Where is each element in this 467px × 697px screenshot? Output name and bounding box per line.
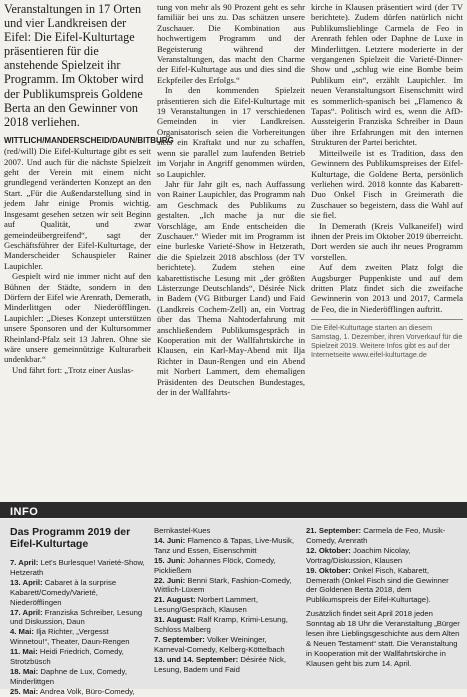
article-paragraph: In den kommenden Spielzeit präsentieren sich die Eifel-Kulturtage mit 19 Veranstaltungen in 17 verschiedenen Gemeinden in vier Landkreisen. Organisatorisch seien die Vorbereitungen stets ein Kraftakt und nur zu schaffen, wenn sie parallel zum laufenden Betrieb im Vorjahr in Angriff genommen würden, so Laupichler. [157,85,305,179]
program-list-3 [306,526,460,605]
program-entry [154,536,297,556]
article-text: (red/will) Die Eifel-Kulturtage gibt es seit 2007. Und auch für die nächste Spielzeit geht der Verein mit einem nicht grundlegend veränderten Konzept an den Start. „Für die Außendarstellung sind in jedem Jahr einige Promis wichtig. Insgesamt gesehen setzen wir seit Beginn auf Qualität, und zwar gemeindeübergreifend“, sagt der Geschäftsführer der Eifel-Kulturtage, der Manderscheider Schauspieler Rainer Laupichler. [4,146,151,271]
program-note: Zusätzlich findet seit April 2018 jeden Sonntag ab 18 Uhr die Veranstaltung „Bürger lesen ihre Lieblingsgeschichte aus dem Alten & Neuen Testament“ statt. Die Veranstaltung in Kooperation mit der Wallfahrtskirche in Klausen geht bis zum 14. April. [306,609,460,668]
info-caption: Die Eifel-Kulturtage starten an diesem Samstag, 1. Dezember, ihren Vorverkauf für die Spielzeit 2019. Weitere Infos gibt es auf der Internetseite www.eifel-kulturtage.de [311,319,463,359]
program-entry-text: Ralf Kramp, Krimi-Lesung, Schloss Malberg [154,615,288,635]
article-lead: Veranstaltungen in 17 Orten und vier Landkreisen der Eifel: Die Eifel-Kulturtage präsentieren für die anstehende Spielzeit ihr Programm. Im Oktober wird der Publikumspreis Goldene Berta an den Gewinner von 2018 verliehen. [4,2,144,129]
program-entry [10,627,145,647]
program-entry-date: 4. Mai: [10,627,34,637]
program-entry-text: Flamenco & Tapas, Live-Musik, Tanz und Essen, Eisenschmitt [154,535,294,555]
program-entry [10,558,145,578]
program-entry-date: 19. Oktober: [306,565,351,575]
article-paragraph: tung von mehr als 90 Prozent geht es sehr familiär bei uns zu. Das schätzen unsere Zuschauer. Die Kombination aus hochwertigem Programm und der Begeisterung während der Veranstaltungen, das macht den Charme der Eifel-Kulturtage aus und dies sind die Eckpfeiler des Erfolgs.“ [157,2,305,85]
program-entry-date: 11. Mai: [10,647,38,657]
program-entry [10,608,145,628]
article-column-1 [4,2,174,375]
program-entry [306,546,460,566]
program-entry [306,566,460,606]
program-entry-date: 7. April: [10,558,39,567]
program-column-1 [10,526,145,697]
article-paragraph: Auf dem zweiten Platz folgt die Augsburger Puppenkiste und auf dem dritten Platz findet sich die zweifache Gewinnerin von 2013 und 2017, Carmela de Feo, die in Niederöfflingen auftritt. [311,262,463,314]
program-entry [154,556,297,576]
article-column-3 [311,2,463,359]
program-entry [154,655,297,675]
program-entry-date: 15. Juni: [154,555,186,565]
program-entry-date: 17. April: [10,607,43,617]
program-entry-date: 14. Juni: [154,535,186,545]
program-entry-text: Joachim Nicolay, Vortrag/Diskussion, Klausen [306,545,411,565]
program-title: Das Programm 2019 der Eifel-Kulturtage [10,526,131,550]
article-column-2 [157,2,305,397]
program-entry [154,576,297,596]
program-entry-text: Heidi Friedrich, Comedy, Strotzbüsch [10,647,124,667]
program-entry [154,595,297,615]
program-entry-text: Andrea Volk, Büro-Comedy, [39,686,135,696]
program-entry: Bernkastel-Kues [154,526,211,535]
article-paragraph: In Demerath (Kreis Vulkaneifel) wird ihnen der Preis im Oktober 2019 überreicht. Dort werden sie auch ihr neues Programm vorstellen. [311,220,463,262]
program-entry-text: Norbert Lammert, Lesung/Gespräch, Klausen [154,595,258,615]
info-label: INFO [10,506,39,518]
program-entry-date: 22. Juni: [154,575,186,585]
program-entry-date: 13. und 14. September: [154,654,239,664]
program-entry [10,687,145,697]
program-entry [10,647,145,667]
program-entry-date: 18. Mai: [10,666,39,676]
article-paragraph [4,135,174,271]
program-entry-date: 31. August: [154,615,196,625]
program-entry-text: Cabaret à la surprise Kabarett/Comedy/Varieté, Niederöfflingen [10,577,117,607]
program-entry-date: 21. August: [154,595,196,605]
program-entry-text: Carmela de Feo, Musik-Comedy, Arenrath [306,526,446,545]
program-entry-text: Ilja Richter, „Vergesst Winnetou!“, Theater, Daun-Rengen [10,627,130,647]
program-column-3 [306,526,460,669]
program-entry-text: Volker Weininger, Karneval-Comedy, Kelberg-Köttelbach [154,634,285,654]
article-paragraph: kirche in Klausen präsentiert wird (der TV berichtete). Zudem dürfen natürlich nicht Publikumslieblinge Carmela de Feo in Arenrath fehlen oder Daphne de Luxe in Minderlittgen. Letztere moderierte in der vergangenen Spielzeit die Varieté-Dinner-Show und „schlug wie eine Bombe beim Publikum ein“, erzählt Laupichler. Im neuen Veranstaltungsort Eisenschmitt wird es sommerlich-spanisch bei „Flamenco & Tapas“. Politisch wird es, wenn die AfD-Aussteigerin Franziska Schreiber in Daun über ihre Erfahrungen mit den internen Strukturen der Partei berichtet. [311,2,463,148]
article-paragraph: Mitteilweile ist es Tradition, dass den Gewinnern des Publikumspreises der Eifel-Kulturtage, die Goldene Berta, persönlich verliehen wird. 2018 konnte das Kabarett-Duo Onkel Fisch in Greimerath die Zuschauer so begeistern, dass die Wahl auf sie fiel. [311,147,463,221]
program-entry-date: 12. Oktober: [306,545,351,555]
article-paragraph: Jahr für Jahr gilt es, nach Auffassung von Rainer Laupichler, das Programm nah am Geschmack des Publikums zu gestalten. „Ich mache ja nur die Vorschläge, am Ende entscheiden die Zuschauer.“ Wieder mit im Programm ist eine burleske Varieté-Show in Hetzerath, die die Spielzeit 2018 abschloss (der TV berichtete). Zudem stehen eine kabarettistische Lesung mit „der größten Lästerzunge Deutschlands“, Désirée Nick in Badem (VG Bitburger Land) und Faid (Landkreis Cochem-Zell) an, ein Vortrag über das Thema Nahtoderfahrung mit anschließendem Publikumsgespräch in Kooperation mit der Wallfahrtskirche in Klausen, ein Karl-May-Abend mit Ilja Richter in Daun-Rengen und ein Abend mit Norbert Lammert, dem ehemaligen Präsidenten des Deutschen Bundestages, der in der Wallfahrts- [157,178,305,398]
program-entry-text: Désirée Nick, Lesung, Badem und Faid [154,654,287,674]
program-entry-text: Benni Stark, Fashion-Comedy, Wittlich-Lüxem [154,575,292,595]
program-entry [154,615,297,635]
program-entry-date: 7. September: [154,634,205,644]
article-paragraph: Gespielt wird nie immer nicht auf den Bühnen der Städte, sondern in den Dörfern der Eifel wie Arenrath, Demerath, Minderlittgen oder Niederöfflingen. Laupichler: „Dieses Konzept unterstützen unsere Sponsoren und der Kultursommer Rheinland-Pfalz seit 13 Jahren. Ohne sie wäre unsere gemeinnützige Kulturarbeit undenkbar.“ [4,271,151,365]
program-entry [154,635,297,655]
program-entry-text: Daphne de Lux, Comedy, Minderlittgen [10,666,127,686]
program-list-2 [154,536,297,675]
dateline: WITTLICH/MANDERSCHEID/DAUN/BITBURG [4,135,174,145]
article-paragraph: Und fährt fort: „Trotz einer Auslas- [12,364,134,375]
program-entry [10,578,145,608]
program-entry-date: 21. September: [306,526,362,535]
program-entry [10,667,145,687]
program-entry-date: 13. April: [10,577,43,587]
info-header-bar [0,502,467,518]
program-entry-text: Franziska Schreiber, Lesung und Diskussion, Daun [10,607,143,627]
program-list-1 [10,558,145,697]
program-entry-date: 25. Mai: [10,686,39,696]
program-column-2 [154,526,297,675]
program-entry-text: Let's Burlesque! Varieté-Show, Hetzerath [10,558,145,577]
program-entry-text: Johannes Flöck, Comedy, Pickließem [154,555,276,575]
program-entry [306,526,460,546]
program-entry-text: Onkel Fisch, Kabarett, Demerath (Onkel Fisch sind die Gewinner der Goldenen Berta 2018, dem Publikumspreis der Eifel-Kulturtage). [306,565,449,605]
program-box [0,519,467,696]
